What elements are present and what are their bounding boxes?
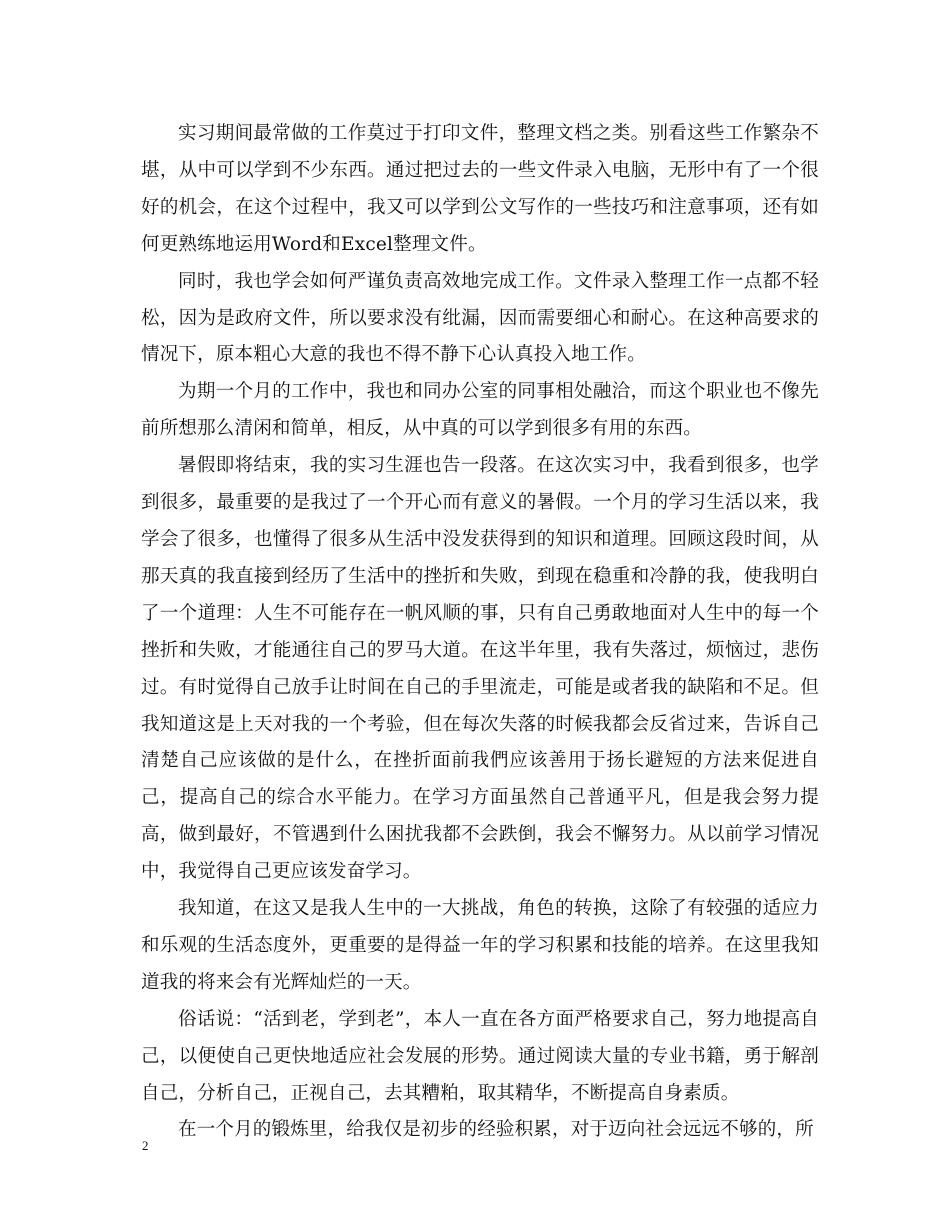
paragraph-5: 我知道，在这又是我人生中的一大挑战，角色的转换，这除了有较强的适应力和乐观的生活态度外，更重要的是得益一年的学习积累和技能的培养。在这里我知道我的将来会有光辉灿烂的一天。 — [141, 898, 819, 993]
paragraph-1: 实习期间最常做的工作莫过于打印文件，整理文档之类。别看这些工作繁杂不堪，从中可以学到不少东西。通过把过去的一些文件录入电脑，无形中有了一个很好的机会，在这个过程中，我又可以学到公文写作的一些技巧和注意事项，还有如何更熟练地运用Word和Excel整理文件。 — [141, 123, 819, 255]
paragraph-4: 暑假即将结束，我的实习生涯也告一段落。在这次实习中，我看到很多，也学到很多，最重要的是我过了一个开心而有意义的暑假。一个月的学习生活以来，我学会了很多，也懂得了很多从生活中没发获得到的知识和道理。回顾这段时间，从那天真的我直接到经历了生活中的挫折和失败，到现在稳重和冷静的我，使我明白了一个道理：人生不可能存在一帆风顺的事，只有自己勇敢地面对人生中的每一个挫折和失败，才能通往自己的罗马大道。在这半年里，我有失落过，烦恼过，悲伤过。有时觉得自己放手让时间在自己的手里流走，可能是或者我的缺陷和不足。但我知道这是上天对我的一个考验，但在每次失落的时候我都会反省过来，告诉自己清楚自己应该做的是什么，在挫折面前我們应该善用于扬长避短的方法来促进自己，提高自己的综合水平能力。在学习方面虽然自己普通平凡，但是我会努力提高，做到最好，不管遇到什么困扰我都不会跌倒，我会不懈努力。从以前学习情况中，我觉得自己更应该发奋学习。 — [141, 455, 819, 883]
paragraph-3: 为期一个月的工作中，我也和同办公室的同事相处融洽，而这个职业也不像先前所想那么清闲和简单，相反，从中真的可以学到很多有用的东西。 — [141, 381, 819, 440]
paragraph-6: 俗话说：“活到老，学到老”，本人一直在各方面严格要求自己，努力地提高自己，以便使自己更快地适应社会发展的形势。通过阅读大量的专业书籍，勇于解剖自己，分析自己，正视自己，去其糟粕，取其精华，不断提高自身素质。 — [141, 1008, 819, 1104]
paragraph-7: 在一个月的锻炼里，给我仅是初步的经验积累，对于迈向社会远远不够的，所 — [178, 1119, 814, 1141]
paragraph-2: 同时，我也学会如何严谨负责高效地完成工作。文件录入整理工作一点都不轻松，因为是政府文件，所以要求没有纰漏，因而需要细心和耐心。在这种高要求的情况下，原本粗心大意的我也不得不静下心认真投入地工作。 — [141, 270, 819, 366]
page-number: 2 — [142, 1138, 149, 1153]
document-body — [141, 116, 819, 1149]
